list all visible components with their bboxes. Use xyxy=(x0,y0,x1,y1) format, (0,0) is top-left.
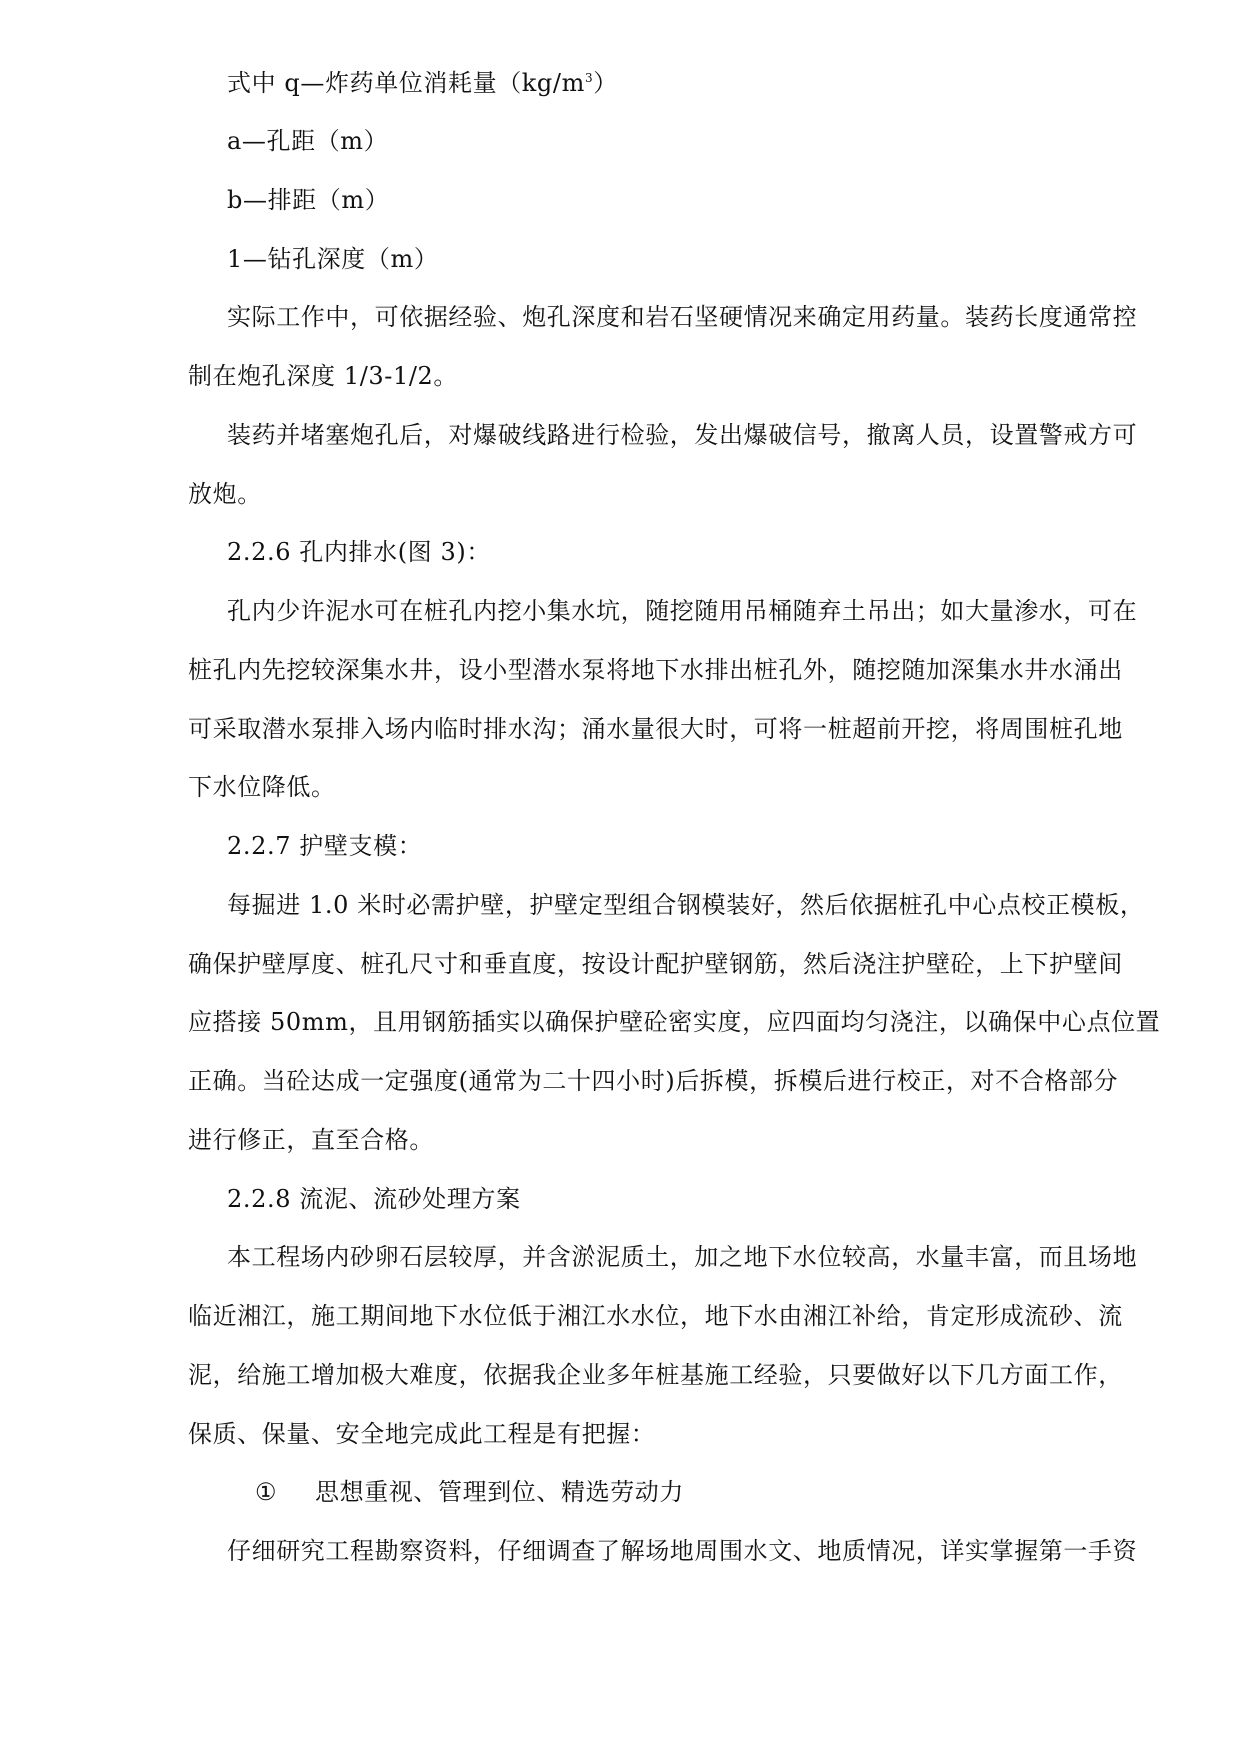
formula-var-a: a—孔距（m） xyxy=(227,127,389,155)
item-text: 思想重视、管理到位、精选劳动力 xyxy=(315,1478,684,1506)
paragraph-line: 制在炮孔深度 1/3-1/2。 xyxy=(188,362,458,390)
paragraph-line: 每掘进 1.0 米时必需护壁，护壁定型组合钢模装好，然后依据桩孔中心点校正模板， xyxy=(227,891,1145,919)
paragraph-line: 可采取潜水泵排入场内临时排水沟；涌水量很大时，可将一桩超前开挖，将周围桩孔地 xyxy=(188,715,1123,743)
paragraph-line: 进行修正，直至合格。 xyxy=(188,1126,434,1154)
paragraph-line: 装药并堵塞炮孔后，对爆破线路进行检验，发出爆破信号，撤离人员，设置警戒方可 xyxy=(227,421,1138,449)
formula-var-l: 1—钻孔深度（m） xyxy=(227,245,439,273)
paragraph-line: 实际工作中，可依据经验、炮孔深度和岩石坚硬情况来确定用药量。装药长度通常控 xyxy=(227,303,1138,331)
paragraph-line: 下水位降低。 xyxy=(188,773,336,801)
paragraph-line: 仔细研究工程勘察资料，仔细调查了解场地周围水文、地质情况，详实掌握第一手资 xyxy=(227,1537,1138,1565)
formula-var-b: b—排距（m） xyxy=(227,186,390,214)
section-heading-2-2-6: 2.2.6 孔内排水(图 3)： xyxy=(227,538,491,566)
paragraph-line: 确保护壁厚度、桩孔尺寸和垂直度，按设计配护壁钢筋，然后浇注护壁砼，上下护壁间 xyxy=(188,950,1123,978)
paragraph-line: 正确。当砼达成一定强度(通常为二十四小时)后拆模，拆模后进行校正，对不合格部分 xyxy=(188,1067,1119,1095)
paragraph-line: 孔内少许泥水可在桩孔内挖小集水坑，随挖随用吊桶随弃土吊出；如大量渗水，可在 xyxy=(227,597,1138,625)
section-heading-2-2-8: 2.2.8 流泥、流砂处理方案 xyxy=(227,1185,521,1213)
paragraph-line: 保质、保量、安全地完成此工程是有把握： xyxy=(188,1420,656,1448)
paragraph-line: 临近湘江，施工期间地下水位低于湘江水水位，地下水由湘江补给，肯定形成流砂、流 xyxy=(188,1302,1123,1330)
formula-var-q-text: 式中 q—炸药单位消耗量（kg/m xyxy=(227,69,585,97)
formula-var-q xyxy=(227,68,618,98)
paragraph-line: 放炮。 xyxy=(188,480,262,508)
item-number: ① xyxy=(255,1478,278,1506)
superscript-3: 3 xyxy=(584,71,594,85)
paragraph-line: 本工程场内砂卵石层较厚，并含淤泥质土，加之地下水位较高，水量丰富，而且场地 xyxy=(227,1243,1138,1271)
formula-var-q-suffix: ） xyxy=(593,69,618,97)
paragraph-line: 桩孔内先挖较深集水井，设小型潜水泵将地下水排出桩孔外，随挖随加深集水井水涌出 xyxy=(188,656,1123,684)
section-heading-2-2-7: 2.2.7 护壁支模： xyxy=(227,832,423,860)
paragraph-line: 泥，给施工增加极大难度，依据我企业多年桩基施工经验，只要做好以下几方面工作， xyxy=(188,1361,1123,1389)
numbered-item-1 xyxy=(255,1477,684,1507)
paragraph-line: 应搭接 50mm，且用钢筋插实以确保护壁砼密实度，应四面均匀浇注，以确保中心点位置 xyxy=(188,1008,1161,1036)
